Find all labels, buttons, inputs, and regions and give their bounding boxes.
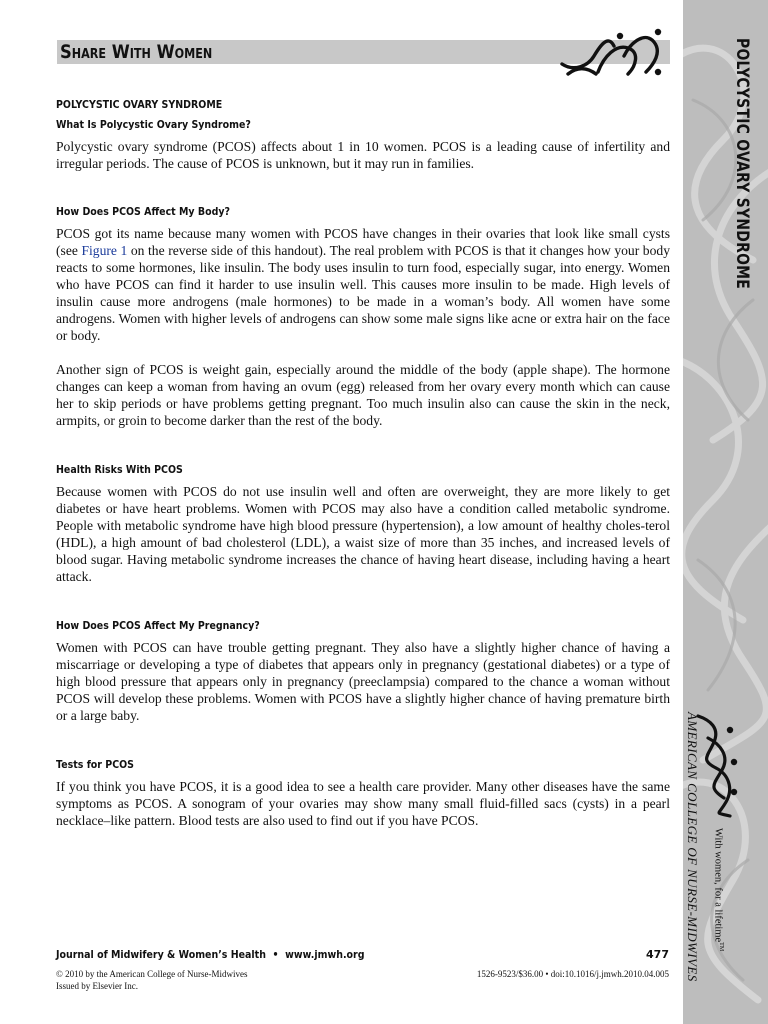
- journal-name: Journal of Midwifery & Women’s Health: [56, 948, 266, 961]
- section-heading: Health Risks With PCOS: [56, 463, 183, 476]
- section-what-is-pcos: [56, 118, 670, 172]
- section-heading: How Does PCOS Affect My Pregnancy?: [56, 619, 260, 632]
- paragraph: Polycystic ovary syndrome (PCOS) affects about 1 in 10 women. PCOS is a leading cause of infertility and irregular periods. The cause of PCOS is unknown, but it may run in families.: [56, 139, 670, 171]
- document-title: POLYCYSTIC OVARY SYNDROME: [56, 98, 223, 111]
- footer-copyright: [56, 968, 248, 992]
- main-content: [56, 98, 670, 863]
- issued-by-line: Issued by Elsevier Inc.: [56, 981, 138, 991]
- side-title: POLYCYSTIC OVARY SYNDROME: [732, 38, 752, 290]
- side-tagline-text: With women, for a lifetime: [712, 828, 724, 943]
- section-heading: What Is Polycystic Ovary Syndrome?: [56, 118, 251, 131]
- trademark-mark: TM: [718, 942, 724, 952]
- paragraph-text: on the reverse side of this handout). The real problem with PCOS is that it changes how your body reacts to some hormones, like insulin. The body uses insulin to turn food, especially sugar, into energy. Women who have PCOS can find it harder to use insulin well. This causes more insulin to be made. High levels of insulin cause more androgens (male hormones) to be made in a woman’s body. All women have some androgens. Women with higher levels of androgens can show some male signs like acne or extra hair on the face or body.: [56, 243, 670, 343]
- paragraph: If you think you have PCOS, it is a good idea to see a health care provider. Many other diseases have the same symptoms as PCOS. A sonogram of your ovaries may show many small fluid-filled sacs (cysts) in a pearl necklace–like pattern. Blood tests are also used to find out if you have PCOS.: [56, 779, 670, 828]
- copyright-line: © 2010 by the American College of Nurse-Midwives: [56, 969, 248, 979]
- section-tests: [56, 758, 670, 829]
- section-pregnancy: [56, 619, 670, 724]
- acnm-header-logo-icon: [558, 26, 668, 81]
- footer-journal: [56, 948, 364, 961]
- section-heading: Tests for PCOS: [56, 758, 135, 771]
- page-number: 477: [646, 948, 669, 961]
- side-organization: AMERICAN COLLEGE OF NURSE-MIDWIVES: [685, 712, 700, 982]
- paragraph: [56, 225, 670, 344]
- paragraph-text: PCOS got its name because many women with PCOS have changes in their ovaries that look like small cysts (see: [56, 226, 670, 258]
- paragraph: Women with PCOS can have trouble getting pregnant. They also have a slightly higher chance of having a miscarriage or developing a type of diabetes that appears only in pregnancy (gestational diabetes) or a type of high blood pressure that appears only in pregnancy (preeclampsia) compared to the chance a woman without PCOS will develop these problems. Women with PCOS have a slightly higher chance of having premature birth or a large baby.: [56, 640, 670, 723]
- section-heading: How Does PCOS Affect My Body?: [56, 205, 231, 218]
- footer-doi: 1526-9523/$36.00 • doi:10.1016/j.jmwh.2010.04.005: [476, 969, 669, 979]
- journal-website-link[interactable]: www.jmwh.org: [285, 948, 365, 961]
- side-tagline: [713, 828, 725, 951]
- page-header-title: Share With Women: [60, 41, 213, 63]
- figure-1-link[interactable]: Figure 1: [81, 243, 128, 258]
- paragraph: Another sign of PCOS is weight gain, especially around the middle of the body (apple shape). The hormone changes can keep a woman from having an ovum (egg) released from her ovary every month which can cause her to skip periods or have problems getting pregnant. Too much insulin also can cause the skin in the neck, armpits, or groin to become darker than the rest of the body.: [56, 362, 670, 428]
- section-health-risks: [56, 463, 670, 585]
- footer-bullet: •: [272, 948, 279, 961]
- section-pcos-body: [56, 205, 670, 429]
- paragraph: Because women with PCOS do not use insulin well and often are overweight, they are more likely to get diabetes or have heart problems. Women with PCOS may also have a condition called metabolic syndrome. People with metabolic syndrome have high blood pressure (hypertension), a low amount of healthy choles-terol (HDL), a high amount of bad cholesterol (LDL), a waist size of more than 35 inches, and increased levels of blood sugar. Having metabolic syndrome increases the chance of having heart disease, including having a heart attack.: [56, 484, 670, 584]
